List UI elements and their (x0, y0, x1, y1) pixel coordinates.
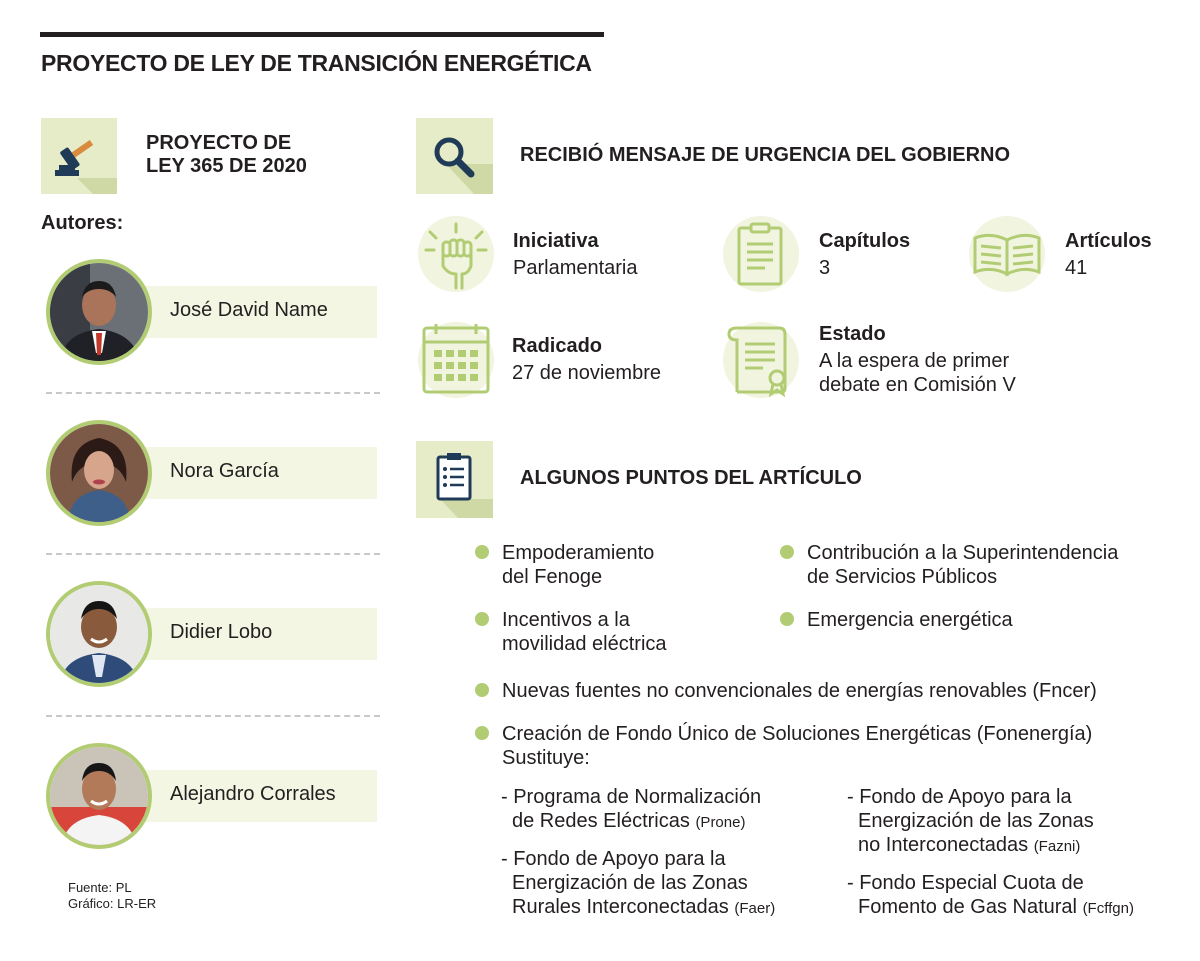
sub-text: de Redes Eléctricas (512, 810, 690, 832)
estado-icon-circle (723, 322, 799, 398)
author-name: Alejandro Corrales (170, 783, 336, 805)
source-note (68, 880, 156, 912)
project-title (146, 132, 307, 178)
estado-value-line-2: debate en Comisión V (819, 374, 1016, 396)
sub-text: Fomento de Gas Natural (858, 896, 1077, 918)
urgency-icon-box (416, 118, 493, 194)
author-photo (46, 420, 152, 526)
iniciativa-label: Iniciativa (513, 230, 599, 252)
point-item (502, 679, 1097, 703)
capitulos-icon-circle (723, 216, 799, 292)
author-divider (46, 392, 380, 394)
author-divider (46, 715, 380, 717)
point-item (807, 541, 1118, 589)
point-line: Contribución a la Superintendencia (807, 542, 1119, 564)
bullet-marker (780, 612, 794, 626)
capitulos-value: 3 (819, 257, 831, 279)
authors-label: Autores: (41, 212, 124, 234)
sub-line: Energización de las Zonas (858, 810, 1094, 832)
sub-line: - Programa de Normalización (501, 786, 762, 808)
radicado-value: 27 de noviembre (512, 362, 661, 384)
author-card (44, 259, 384, 369)
sub-text: Rurales Interconectadas (512, 896, 729, 918)
sub-item (847, 871, 1134, 921)
sub-line (501, 895, 775, 921)
capitulos-label: Capítulos (819, 230, 911, 252)
title-rule (40, 32, 604, 37)
sub-abbr: (Fcffgn) (1082, 900, 1134, 917)
author-photo (46, 259, 152, 365)
scroll-icon (723, 322, 799, 398)
point-item (502, 541, 654, 589)
sub-line (847, 833, 1094, 859)
project-line-1: PROYECTO DE (146, 132, 292, 154)
fist-icon (418, 216, 494, 292)
bullet-marker (780, 545, 794, 559)
point-line: Emergencia energética (807, 609, 1013, 631)
sub-item (501, 847, 775, 921)
point-item (807, 608, 1013, 632)
calendar-icon (418, 322, 494, 398)
author-divider (46, 553, 380, 555)
point-line: de Servicios Públicos (807, 566, 998, 588)
articulos-icon-circle (969, 216, 1045, 292)
project-icon-box (41, 118, 117, 194)
author-name: Didier Lobo (170, 621, 273, 643)
radicado-label: Radicado (512, 335, 603, 357)
sub-line: Energización de las Zonas (512, 872, 748, 894)
sub-line: - Fondo Especial Cuota de (847, 872, 1084, 894)
iniciativa-icon-circle (418, 216, 494, 292)
bullet-marker (475, 683, 489, 697)
point-line: Sustituye: (502, 747, 590, 769)
sub-item (847, 785, 1094, 859)
main-title: PROYECTO DE LEY DE TRANSICIÓN ENERGÉTICA (41, 50, 592, 76)
magnifier-icon (416, 118, 493, 194)
author-name: Nora García (170, 460, 279, 482)
estado-label: Estado (819, 323, 886, 345)
author-name: José David Name (170, 299, 328, 321)
source-line: Fuente: PL (68, 880, 132, 895)
author-photo (46, 743, 152, 849)
author-photo (46, 581, 152, 687)
point-line: Empoderamiento (502, 542, 655, 564)
point-item (502, 608, 667, 656)
sub-line (501, 809, 761, 835)
sub-line (847, 895, 1134, 921)
point-line: Nuevas fuentes no convencionales de energías renovables (Fncer) (502, 680, 1097, 702)
urgency-title: RECIBIÓ MENSAJE DE URGENCIA DEL GOBIERNO (520, 144, 1011, 166)
iniciativa-value: Parlamentaria (513, 257, 638, 279)
clipboard-icon (723, 216, 799, 292)
sub-item (501, 785, 761, 835)
points-title: ALGUNOS PUNTOS DEL ARTÍCULO (520, 467, 862, 489)
point-line: Incentivos a la (502, 609, 630, 631)
point-line: movilidad eléctrica (502, 633, 667, 655)
book-icon (969, 216, 1045, 292)
point-line: del Fenoge (502, 566, 603, 588)
author-card (44, 420, 384, 530)
checklist-icon (416, 441, 493, 518)
credit-line: Gráfico: LR-ER (68, 896, 157, 911)
radicado-icon-circle (418, 322, 494, 398)
bullet-marker (475, 545, 489, 559)
points-icon-box (416, 441, 493, 518)
project-line-2: LEY 365 DE 2020 (146, 155, 307, 177)
bullet-marker (475, 612, 489, 626)
sub-line: - Fondo de Apoyo para la (501, 848, 726, 870)
sub-abbr: (Fazni) (1033, 838, 1081, 855)
author-card (44, 743, 384, 853)
estado-value-line-1: A la espera de primer (819, 350, 1010, 372)
gavel-icon (41, 118, 117, 194)
point-line: Creación de Fondo Único de Soluciones Energéticas (Fonenergía) (502, 723, 1093, 745)
sub-text: no Interconectadas (858, 834, 1029, 856)
articulos-value: 41 (1065, 257, 1088, 279)
author-card (44, 581, 384, 691)
articulos-label: Artículos (1065, 230, 1152, 252)
sub-line: - Fondo de Apoyo para la (847, 786, 1072, 808)
sub-abbr: (Prone) (695, 814, 746, 831)
bullet-marker (475, 726, 489, 740)
sub-abbr: (Faer) (734, 900, 776, 917)
point-item (502, 722, 1092, 770)
